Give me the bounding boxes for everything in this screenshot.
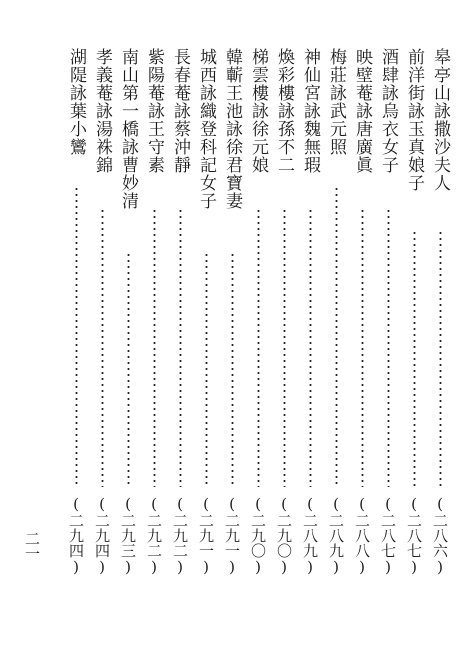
toc-entry-title: 長春菴詠蔡沖靜 bbox=[170, 48, 190, 174]
toc-entry-page: (二九〇) bbox=[275, 495, 293, 576]
toc-entry bbox=[91, 48, 113, 603]
toc-entry-page: (二九〇) bbox=[249, 495, 267, 576]
toc-entry-title: 孝義菴詠湯袾錦 bbox=[92, 48, 112, 174]
dot-leader bbox=[231, 252, 234, 487]
toc-entry-title: 酒肆詠烏衣女子 bbox=[378, 48, 398, 174]
dot-leader bbox=[361, 208, 364, 487]
toc-entry bbox=[299, 48, 321, 603]
page-folio: 二一 bbox=[23, 531, 41, 561]
toc-entry-title: 皋亭山詠撒沙夫人 bbox=[430, 48, 450, 192]
toc-entry-page: (二九三) bbox=[119, 495, 137, 576]
toc-entry bbox=[325, 48, 347, 603]
toc-entry-title: 前洋街詠玉真娘子 bbox=[404, 48, 424, 192]
toc-entry-page: (二八七) bbox=[405, 495, 423, 576]
dot-leader bbox=[439, 230, 442, 487]
toc-entry-title: 南山第一橋詠曹妙清 bbox=[118, 48, 138, 210]
toc-entry bbox=[377, 48, 399, 603]
toc-entry-page: (二八六) bbox=[431, 495, 449, 576]
toc-entry bbox=[429, 48, 451, 603]
toc-entry bbox=[273, 48, 295, 603]
dot-leader bbox=[387, 208, 390, 487]
toc-entry-page: (二九一) bbox=[197, 495, 215, 576]
toc-entry-title: 城西詠織登科記女子 bbox=[196, 48, 216, 210]
dot-leader bbox=[101, 208, 104, 487]
toc-entry bbox=[247, 48, 269, 603]
toc-entry-page: (二九二) bbox=[145, 495, 163, 576]
toc-entry-page: (二九四) bbox=[93, 495, 111, 576]
toc-entry bbox=[403, 48, 425, 603]
toc-entry-page: (二九二) bbox=[171, 495, 189, 576]
dot-leader bbox=[335, 186, 338, 487]
toc-entry bbox=[65, 48, 87, 603]
dot-leader bbox=[153, 208, 156, 487]
dot-leader bbox=[127, 252, 130, 487]
toc-entry bbox=[143, 48, 165, 603]
dot-leader bbox=[75, 186, 78, 487]
dot-leader bbox=[257, 208, 260, 487]
toc-entry-title: 神仙宮詠魏無瑕 bbox=[300, 48, 320, 174]
table-of-contents bbox=[61, 48, 451, 603]
toc-entry-title: 韓蘄王池詠徐君寶妻 bbox=[222, 48, 242, 210]
dot-leader bbox=[205, 252, 208, 487]
dot-leader bbox=[413, 230, 416, 487]
toc-entry bbox=[221, 48, 243, 603]
toc-entry-page: (二九四) bbox=[67, 495, 85, 576]
toc-entry bbox=[169, 48, 191, 603]
toc-entry bbox=[195, 48, 217, 603]
toc-entry bbox=[351, 48, 373, 603]
toc-entry-title: 紫陽菴詠王守素 bbox=[144, 48, 164, 174]
dot-leader bbox=[179, 208, 182, 487]
toc-entry-title: 梯雲樓詠徐元娘 bbox=[248, 48, 268, 174]
toc-entry-title: 煥彩樓詠孫不二 bbox=[274, 48, 294, 174]
dot-leader bbox=[283, 208, 286, 487]
toc-entry bbox=[117, 48, 139, 603]
toc-entry-page: (二八八) bbox=[353, 495, 371, 576]
toc-entry-page: (二九一) bbox=[223, 495, 241, 576]
toc-entry-title: 梅莊詠武元照 bbox=[326, 48, 346, 156]
dot-leader bbox=[309, 208, 312, 487]
toc-entry-page: (二八七) bbox=[379, 495, 397, 576]
toc-entry-title: 湖隄詠葉小鸞 bbox=[66, 48, 86, 156]
toc-entry-title: 映壁菴詠唐廣眞 bbox=[352, 48, 372, 174]
toc-entry-page: (二八九) bbox=[301, 495, 319, 576]
toc-entry-page: (二八九) bbox=[327, 495, 345, 576]
